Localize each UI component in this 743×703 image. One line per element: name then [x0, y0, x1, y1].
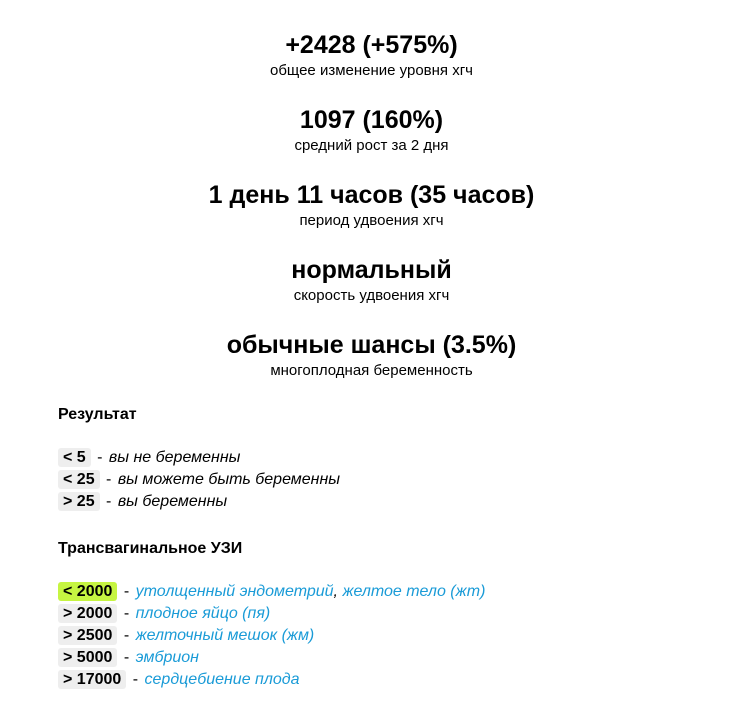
dash: -	[106, 493, 112, 510]
stat-value: 1 день 11 часов (35 часов)	[208, 181, 535, 209]
threshold-badge: > 2000	[58, 604, 117, 623]
stat-value: +2428 (+575%)	[285, 31, 458, 59]
dash: -	[123, 627, 130, 644]
threshold-badge: > 25	[58, 492, 100, 511]
list-item	[58, 669, 698, 691]
result-text: вы беременны	[117, 493, 228, 510]
threshold-badge-highlighted: < 2000	[58, 582, 117, 601]
stats-panel	[0, 30, 743, 405]
separator: ,	[333, 583, 338, 600]
stat-label: общее изменение уровня хгч	[269, 62, 473, 79]
stat-label: многоплодная беременность	[270, 362, 473, 379]
list-item	[58, 447, 698, 469]
link-embryo[interactable]: эмбрион	[135, 649, 199, 666]
section-title: Трансвагинальное УЗИ	[58, 540, 243, 557]
threshold-badge: > 2500	[58, 626, 117, 645]
stat-label: период удвоения хгч	[299, 212, 444, 229]
list-item	[58, 469, 698, 491]
stat-value: 1097 (160%)	[299, 106, 444, 134]
dash: -	[123, 583, 130, 600]
list-item	[58, 625, 698, 647]
threshold-badge: < 25	[58, 470, 100, 489]
stat-label: скорость удвоения хгч	[293, 287, 450, 304]
ultrasound-list	[58, 581, 698, 691]
ultrasound-section	[58, 539, 698, 691]
result-text: вы не беременны	[108, 449, 241, 466]
threshold-badge: > 5000	[58, 648, 117, 667]
threshold-badge: > 17000	[58, 670, 126, 689]
stat-label: средний рост за 2 дня	[294, 137, 449, 154]
link-thickened-endometrium[interactable]: утолщенный эндометрий	[135, 583, 334, 600]
stat-multiple-pregnancy	[0, 330, 743, 405]
dash: -	[123, 605, 130, 622]
result-text: вы можете быть беременны	[117, 471, 341, 488]
link-yolk-sac[interactable]: желточный мешок (жм)	[135, 627, 315, 644]
list-item	[58, 647, 698, 669]
section-title: Результат	[58, 406, 137, 423]
link-corpus-luteum[interactable]: желтое тело (жт)	[342, 583, 486, 600]
stat-average-growth	[0, 105, 743, 180]
list-item	[58, 491, 698, 513]
dash: -	[123, 649, 130, 666]
dash: -	[106, 471, 112, 488]
stat-doubling-speed	[0, 255, 743, 330]
link-gestational-sac[interactable]: плодное яйцо (пя)	[135, 605, 271, 622]
stat-doubling-period	[0, 180, 743, 255]
dash: -	[97, 449, 103, 466]
stat-value: обычные шансы (3.5%)	[226, 331, 517, 359]
link-fetal-heartbeat[interactable]: сердцебиение плода	[144, 671, 300, 688]
threshold-badge: < 5	[58, 448, 91, 467]
stat-total-change	[0, 30, 743, 105]
list-item	[58, 581, 698, 603]
result-list	[58, 447, 698, 513]
dash: -	[132, 671, 139, 688]
result-section	[58, 405, 698, 513]
stat-value: нормальный	[291, 256, 452, 284]
list-item	[58, 603, 698, 625]
